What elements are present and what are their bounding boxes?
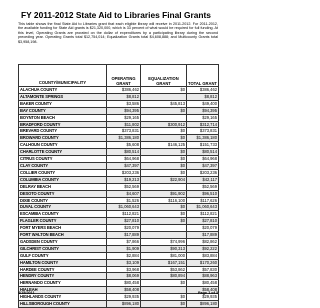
total-grant-cell: $896,180 xyxy=(187,301,219,308)
equalization-grant-cell: $0 xyxy=(141,87,187,94)
county-cell: CHARLOTTE COUNTY xyxy=(19,149,107,156)
equalization-grant-cell xyxy=(141,225,187,232)
table-row xyxy=(19,197,219,204)
total-grant-cell: $83,884 xyxy=(187,252,219,259)
table-row xyxy=(19,287,219,294)
operating-grant-cell: $3,968 xyxy=(107,266,141,273)
operating-grant-cell: $3,586 xyxy=(107,100,141,107)
total-grant-cell: $82,862 xyxy=(187,238,219,245)
table-row xyxy=(19,156,219,163)
county-cell: HERNANDO COUNTY xyxy=(19,280,107,287)
equalization-grant-cell xyxy=(141,287,187,294)
table-row xyxy=(19,135,219,142)
county-cell: CITRUS COUNTY xyxy=(19,156,107,163)
equalization-grant-cell: $167,151 xyxy=(141,259,187,266)
total-grant-cell: $80,458 xyxy=(187,280,219,287)
county-cell: BAKER COUNTY xyxy=(19,100,107,107)
equalization-grant-cell: $0 xyxy=(141,301,187,308)
county-cell: DUVAL COUNTY xyxy=(19,204,107,211)
total-grant-cell: $1,060,643 xyxy=(187,204,219,211)
total-grant-cell: $80,514 xyxy=(187,149,219,156)
county-cell: HILLSBOROUGH COUNTY xyxy=(19,301,107,308)
column-header-operating: OPERATING GRANT xyxy=(107,65,141,87)
operating-grant-cell: $52,569 xyxy=(107,183,141,190)
total-grant-cell: $20,079 xyxy=(187,225,219,232)
total-grant-cell: $386,462 xyxy=(187,87,219,94)
operating-grant-cell: $2,884 xyxy=(107,252,141,259)
county-cell: ALTAMONTE SPRINGS xyxy=(19,93,107,100)
county-cell: GILCHRIST COUNTY xyxy=(19,245,107,252)
table-row xyxy=(19,190,219,197)
total-grant-cell: $88,963 xyxy=(187,273,219,280)
operating-grant-cell: $1,909 xyxy=(107,245,141,252)
total-grant-cell: $117,626 xyxy=(187,197,219,204)
equalization-grant-cell: $81,000 xyxy=(141,252,187,259)
county-cell: CLAY COUNTY xyxy=(19,162,107,169)
table-row xyxy=(19,266,219,273)
table-body xyxy=(19,87,219,308)
county-cell: CALHOUN COUNTY xyxy=(19,142,107,149)
total-grant-cell: $96,510 xyxy=(187,190,219,197)
equalization-grant-cell: $74,996 xyxy=(141,238,187,245)
table-row xyxy=(19,93,219,100)
equalization-grant-cell: $0 xyxy=(141,280,187,287)
table-header-row xyxy=(19,65,219,87)
county-cell: BROWARD COUNTY xyxy=(19,135,107,142)
operating-grant-cell: $386,462 xyxy=(107,87,141,94)
county-cell: COLUMBIA COUNTY xyxy=(19,176,107,183)
equalization-grant-cell: $0 xyxy=(141,218,187,225)
total-grant-cell: $42,117 xyxy=(187,176,219,183)
table-row xyxy=(19,128,219,135)
equalization-grant-cell xyxy=(141,93,187,100)
equalization-grant-cell: $90,313 xyxy=(141,245,187,252)
equalization-grant-cell: $91,902 xyxy=(141,190,187,197)
equalization-grant-cell: $0 xyxy=(141,107,187,114)
total-grant-cell: $17,889 xyxy=(187,232,219,239)
table-row xyxy=(19,204,219,211)
operating-grant-cell: $58,408 xyxy=(107,287,141,294)
column-header-equalization: EQUALIZATION GRANT xyxy=(141,65,187,87)
table-row xyxy=(19,245,219,252)
county-cell: BREVARD COUNTY xyxy=(19,128,107,135)
county-cell: HARDEE COUNTY xyxy=(19,266,107,273)
equalization-grant-cell: $80,894 xyxy=(141,273,187,280)
county-cell: HENDRY COUNTY xyxy=(19,273,107,280)
county-cell: FLAGLER COUNTY xyxy=(19,218,107,225)
operating-grant-cell: $7,866 xyxy=(107,238,141,245)
total-grant-cell: $92,222 xyxy=(187,245,219,252)
operating-grant-cell: $373,831 xyxy=(107,128,141,135)
equalization-grant-cell: $22,904 xyxy=(141,176,187,183)
table-row xyxy=(19,301,219,308)
equalization-grant-cell: $0 xyxy=(141,211,187,218)
operating-grant-cell: $80,458 xyxy=(107,280,141,287)
operating-grant-cell: $20,079 xyxy=(107,225,141,232)
equalization-grant-cell: $0 xyxy=(141,204,187,211)
county-cell: BAY COUNTY xyxy=(19,107,107,114)
table-row xyxy=(19,238,219,245)
county-cell: BRADFORD COUNTY xyxy=(19,121,107,128)
table-row xyxy=(19,149,219,156)
intro-paragraph: This table shows the final State Aid to Libraries grant that each eligible library will receive in 2011-2012. For 2011-2012, the available funding for State Aid grants is $21,320,000, which is 33 percent of what would be required for full funding. At this level, Operating Grants are prorated on the dollar of expenditures by a participating library during the second preceding year. Operating Grants total $12,754,014; Equalization Grants total $4,608,888; and Multicounty Grants total $3,958,198. xyxy=(18,22,218,44)
table-row xyxy=(19,280,219,287)
column-header-total: TOTAL GRANT xyxy=(187,65,219,87)
operating-grant-cell: $17,889 xyxy=(107,232,141,239)
operating-grant-cell: $3,109 xyxy=(107,259,141,266)
total-grant-cell: $312,714 xyxy=(187,121,219,128)
county-cell: FORT MYERS BEACH xyxy=(19,225,107,232)
total-grant-cell: $29,165 xyxy=(187,114,219,121)
operating-grant-cell: $4,607 xyxy=(107,190,141,197)
footer-page-number: Page 1 of 3 xyxy=(197,291,218,295)
operating-grant-cell: $5,608 xyxy=(107,142,141,149)
table-row xyxy=(19,232,219,239)
grants-table xyxy=(18,64,219,308)
table-row xyxy=(19,162,219,169)
equalization-grant-cell: $0 xyxy=(141,149,187,156)
county-cell: DESOTO COUNTY xyxy=(19,190,107,197)
operating-grant-cell: $29,165 xyxy=(107,114,141,121)
county-cell: HIALEAH xyxy=(19,287,107,294)
total-grant-cell: $203,236 xyxy=(187,169,219,176)
operating-grant-cell: $47,397 xyxy=(107,162,141,169)
page-title: FY 2011-2012 State Aid to Libraries Final Grants xyxy=(21,10,211,20)
equalization-grant-cell xyxy=(141,183,187,190)
table-row xyxy=(19,252,219,259)
county-cell: COLLIER COUNTY xyxy=(19,169,107,176)
total-grant-cell: $112,821 xyxy=(187,211,219,218)
operating-grant-cell: $112,821 xyxy=(107,211,141,218)
county-cell: HAMILTON COUNTY xyxy=(19,259,107,266)
table-row xyxy=(19,273,219,280)
table-row xyxy=(19,114,219,121)
operating-grant-cell: $1,526 xyxy=(107,197,141,204)
total-grant-cell: $52,569 xyxy=(187,183,219,190)
operating-grant-cell: $896,180 xyxy=(107,301,141,308)
operating-grant-cell: $29,935 xyxy=(107,294,141,301)
total-grant-cell: $29,935 xyxy=(187,294,219,301)
county-cell: HIGHLANDS COUNTY xyxy=(19,294,107,301)
county-cell: GULF COUNTY xyxy=(19,252,107,259)
equalization-grant-cell: $0 xyxy=(141,156,187,163)
equalization-grant-cell: $0 xyxy=(141,128,187,135)
total-grant-cell: $8,812 xyxy=(187,93,219,100)
table-row xyxy=(19,142,219,149)
operating-grant-cell: $64,968 xyxy=(107,156,141,163)
total-grant-cell: $64,968 xyxy=(187,156,219,163)
county-cell: GADSDEN COUNTY xyxy=(19,238,107,245)
operating-grant-cell: $8,812 xyxy=(107,93,141,100)
total-grant-cell: $94,395 xyxy=(187,107,219,114)
total-grant-cell: $47,397 xyxy=(187,162,219,169)
equalization-grant-cell: $300,912 xyxy=(141,121,187,128)
total-grant-cell: $151,733 xyxy=(187,142,219,149)
table-row xyxy=(19,121,219,128)
total-grant-cell: $373,831 xyxy=(187,128,219,135)
table-row xyxy=(19,107,219,114)
column-header-county: COUNTY/MUNICIPALITY xyxy=(19,65,107,87)
county-cell: DIXIE COUNTY xyxy=(19,197,107,204)
county-cell: ESCAMBIA COUNTY xyxy=(19,211,107,218)
table-row xyxy=(19,176,219,183)
table-row xyxy=(19,218,219,225)
equalization-grant-cell xyxy=(141,114,187,121)
table-row xyxy=(19,100,219,107)
equalization-grant-cell: $0 xyxy=(141,162,187,169)
equalization-grant-cell: $45,813 xyxy=(141,100,187,107)
equalization-grant-cell xyxy=(141,232,187,239)
table-row xyxy=(19,87,219,94)
total-grant-cell: $57,830 xyxy=(187,266,219,273)
total-grant-cell: $27,810 xyxy=(187,218,219,225)
operating-grant-cell: $80,514 xyxy=(107,149,141,156)
total-grant-cell: $1,386,180 xyxy=(187,135,219,142)
equalization-grant-cell: $53,862 xyxy=(141,266,187,273)
operating-grant-cell: $27,810 xyxy=(107,218,141,225)
operating-grant-cell: $19,213 xyxy=(107,176,141,183)
operating-grant-cell: $8,069 xyxy=(107,273,141,280)
total-grant-cell: $58,408 xyxy=(187,287,219,294)
table-row xyxy=(19,211,219,218)
operating-grant-cell: $203,236 xyxy=(107,169,141,176)
total-grant-cell: $49,400 xyxy=(187,100,219,107)
table-row xyxy=(19,169,219,176)
equalization-grant-cell: $146,125 xyxy=(141,142,187,149)
operating-grant-cell: $94,395 xyxy=(107,107,141,114)
county-cell: BOYNTON BEACH xyxy=(19,114,107,121)
table-row xyxy=(19,259,219,266)
operating-grant-cell: $1,386,180 xyxy=(107,135,141,142)
operating-grant-cell: $1,060,643 xyxy=(107,204,141,211)
equalization-grant-cell: $0 xyxy=(141,169,187,176)
equalization-grant-cell: $0 xyxy=(141,294,187,301)
county-cell: DELRAY BEACH xyxy=(19,183,107,190)
table-row xyxy=(19,183,219,190)
total-grant-cell: $170,260 xyxy=(187,259,219,266)
county-cell: ALACHUA COUNTY xyxy=(19,87,107,94)
operating-grant-cell: $11,802 xyxy=(107,121,141,128)
equalization-grant-cell: $0 xyxy=(141,135,187,142)
county-cell: FORT WALTON BEACH xyxy=(19,232,107,239)
equalization-grant-cell: $116,100 xyxy=(141,197,187,204)
table-row xyxy=(19,225,219,232)
footer-date: 4/15/2011 xyxy=(18,291,35,295)
